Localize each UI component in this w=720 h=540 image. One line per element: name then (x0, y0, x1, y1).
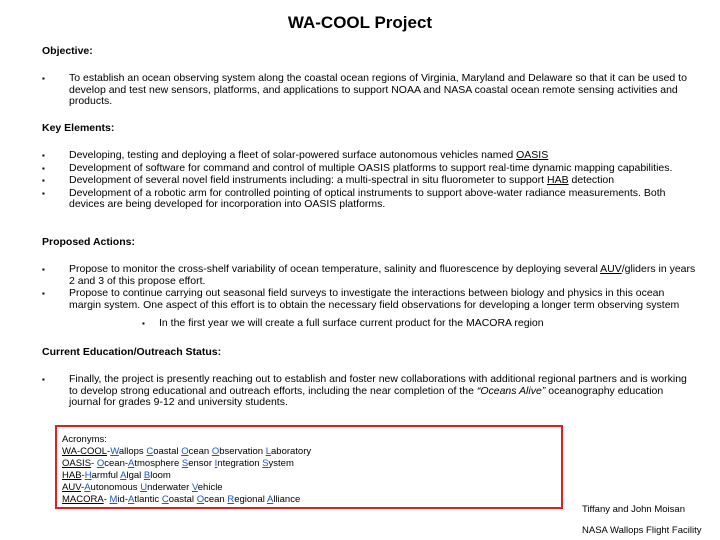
key-elements-section (42, 122, 697, 212)
acronym-letter: A (128, 457, 135, 469)
acronym-word-rest: cean- (104, 457, 129, 469)
acronym-word-rest: oastal (168, 493, 197, 505)
acronym-word-rest: tmosphere (134, 457, 182, 469)
education-text: oceanography education journal for grades 9-12 and university students. (69, 384, 664, 409)
acronym-word-rest: lliance (273, 493, 301, 505)
acronym-row (62, 458, 561, 470)
acronym-separator: - (91, 457, 97, 469)
acronym-separator: - (107, 445, 111, 457)
acronym-letter: O (211, 445, 220, 457)
acronym-word-rest: oastal (153, 445, 182, 457)
acronym-letter: O (196, 493, 205, 505)
acronym-word-rest: id- (117, 493, 128, 505)
acronym-letter: B (143, 469, 151, 481)
hab-link[interactable]: HAB (546, 174, 569, 187)
list-item: ▪ Development of a robotic arm for controlled pointing of optical instruments to support above-water radiance measurements. Both devices are being developed for incorporation into OASIS platforms. (42, 188, 697, 211)
acronym-word-rest: utonomous (90, 481, 141, 493)
list-item (42, 374, 697, 409)
proposed-actions-list (42, 264, 697, 330)
acronym-key: WA-COOL (62, 445, 108, 457)
acronym-letter: C (161, 493, 169, 505)
acronym-row (62, 446, 561, 458)
acronym-word-rest: bservation (219, 445, 266, 457)
acronym-word-rest: loom (150, 469, 171, 481)
acronym-word-rest: nderwater (147, 481, 192, 493)
acronym-letter: A (120, 469, 127, 481)
proposed-actions-section (42, 236, 697, 331)
acronym-word-rest: ystem (268, 457, 294, 469)
education-section (42, 346, 697, 410)
acronym-key: AUV (62, 481, 82, 493)
acronym-word-rest: allops (118, 445, 147, 457)
acronym-word-rest: lgal (126, 469, 144, 481)
action-text: Propose to continue carrying out seasonal field surveys to investigate the interactions between biology and physics in this ocean margin system. One aspect of this effort is to obtain the necessary field observations for developing a longer term observing system (69, 287, 680, 311)
acronym-word-rest: cean (204, 493, 228, 505)
list-item: ▪ Development of software for command and control of multiple OASIS platforms to support real-time dynamic mapping capabilities. (42, 163, 697, 175)
key-elements-heading: Key Elements: (42, 122, 115, 134)
acronym-key: HAB (62, 469, 82, 481)
proposed-actions-heading: Proposed Actions: (42, 236, 135, 248)
acronym-letter: A (128, 493, 135, 505)
action-text: /gliders in years 2 and 3 of this propose effort. (69, 263, 696, 287)
objective-section (42, 45, 697, 109)
education-list (42, 374, 697, 409)
acronym-letter: H (84, 469, 92, 481)
acronym-separator: - (81, 469, 85, 481)
objective-item: ▪ To establish an ocean observing system along the coastal ocean regions of Virginia, Maryland and Delaware so that it can be used to develop and test new sensors, platforms, and applications to support NOAA and NASA coastal ocean remote sensing activities and products. (42, 73, 697, 108)
page-title: WA-COOL Project (287, 13, 433, 32)
list-item (42, 288, 697, 330)
acronym-word-rest: cean (188, 445, 212, 457)
acronym-letter: C (146, 445, 154, 457)
acronym-letter: U (140, 481, 148, 493)
acronym-letter: A (84, 481, 91, 493)
objective-list (42, 73, 697, 108)
acronym-letter: M (109, 493, 118, 505)
acronyms-box (55, 425, 563, 509)
acronym-letter: R (227, 493, 235, 505)
acronym-letter: L (265, 445, 271, 457)
acronyms-heading: Acronyms: (62, 434, 107, 445)
acronym-letter: W (110, 445, 119, 457)
acronym-letter: S (181, 457, 189, 469)
acronym-letter: S (262, 457, 269, 469)
acronym-row (62, 494, 561, 506)
action-text: Propose to monitor the cross-shelf variability of ocean temperature, salinity and fluorescence by deploying several (69, 263, 601, 275)
key-elements-list (42, 150, 697, 211)
acronym-word-rest: ehicle (197, 481, 223, 493)
education-text: Finally, the project is presently reaching out to establish and foster new collaborations with additional regional partners and is working to develop strong educational and outreach efforts, including the near completion of the (69, 373, 687, 397)
acronym-word-rest: armful (91, 469, 121, 481)
acronym-word-rest: egional (234, 493, 267, 505)
objective-heading: Objective: (42, 45, 93, 57)
list-item (42, 264, 697, 287)
acronym-word-rest: tlantic (134, 493, 162, 505)
acronym-key: OASIS (62, 457, 92, 469)
key-element-text: Development of several novel field instruments including: a multi-spectral in situ fluorometer to support (69, 174, 547, 187)
auv-link[interactable]: AUV (600, 263, 622, 275)
journal-title: “Oceans Alive” (476, 384, 546, 397)
key-element-text: Developing, testing and deploying a fleet of solar-powered surface autonomous vehicles named (69, 149, 517, 161)
acronym-word-rest: ntegration (217, 457, 263, 469)
acronym-row (62, 482, 561, 494)
acronym-separator: - (81, 481, 85, 493)
facility: NASA Wallops Flight Facility (582, 525, 702, 536)
list-item (42, 150, 697, 162)
acronym-letter: O (96, 457, 105, 469)
acronym-key: MACORA (62, 493, 104, 505)
acronym-row (62, 470, 561, 482)
key-element-text: detection (568, 174, 615, 187)
sub-list-item: ▪ In the first year we will create a full surface current product for the MACORA region (69, 318, 697, 330)
acronym-letter: V (191, 481, 198, 493)
education-heading: Current Education/Outreach Status: (42, 346, 222, 358)
acronym-word-rest: aboratory (271, 445, 312, 457)
acronym-separator: - (103, 493, 110, 505)
oasis-link[interactable]: OASIS (516, 149, 549, 161)
authors: Tiffany and John Moisan (582, 504, 685, 515)
acronym-letter: A (266, 493, 274, 505)
acronym-letter: I (214, 457, 218, 469)
acronym-word-rest: ensor (188, 457, 215, 469)
acronym-letter: O (181, 445, 189, 457)
list-item (42, 175, 697, 187)
